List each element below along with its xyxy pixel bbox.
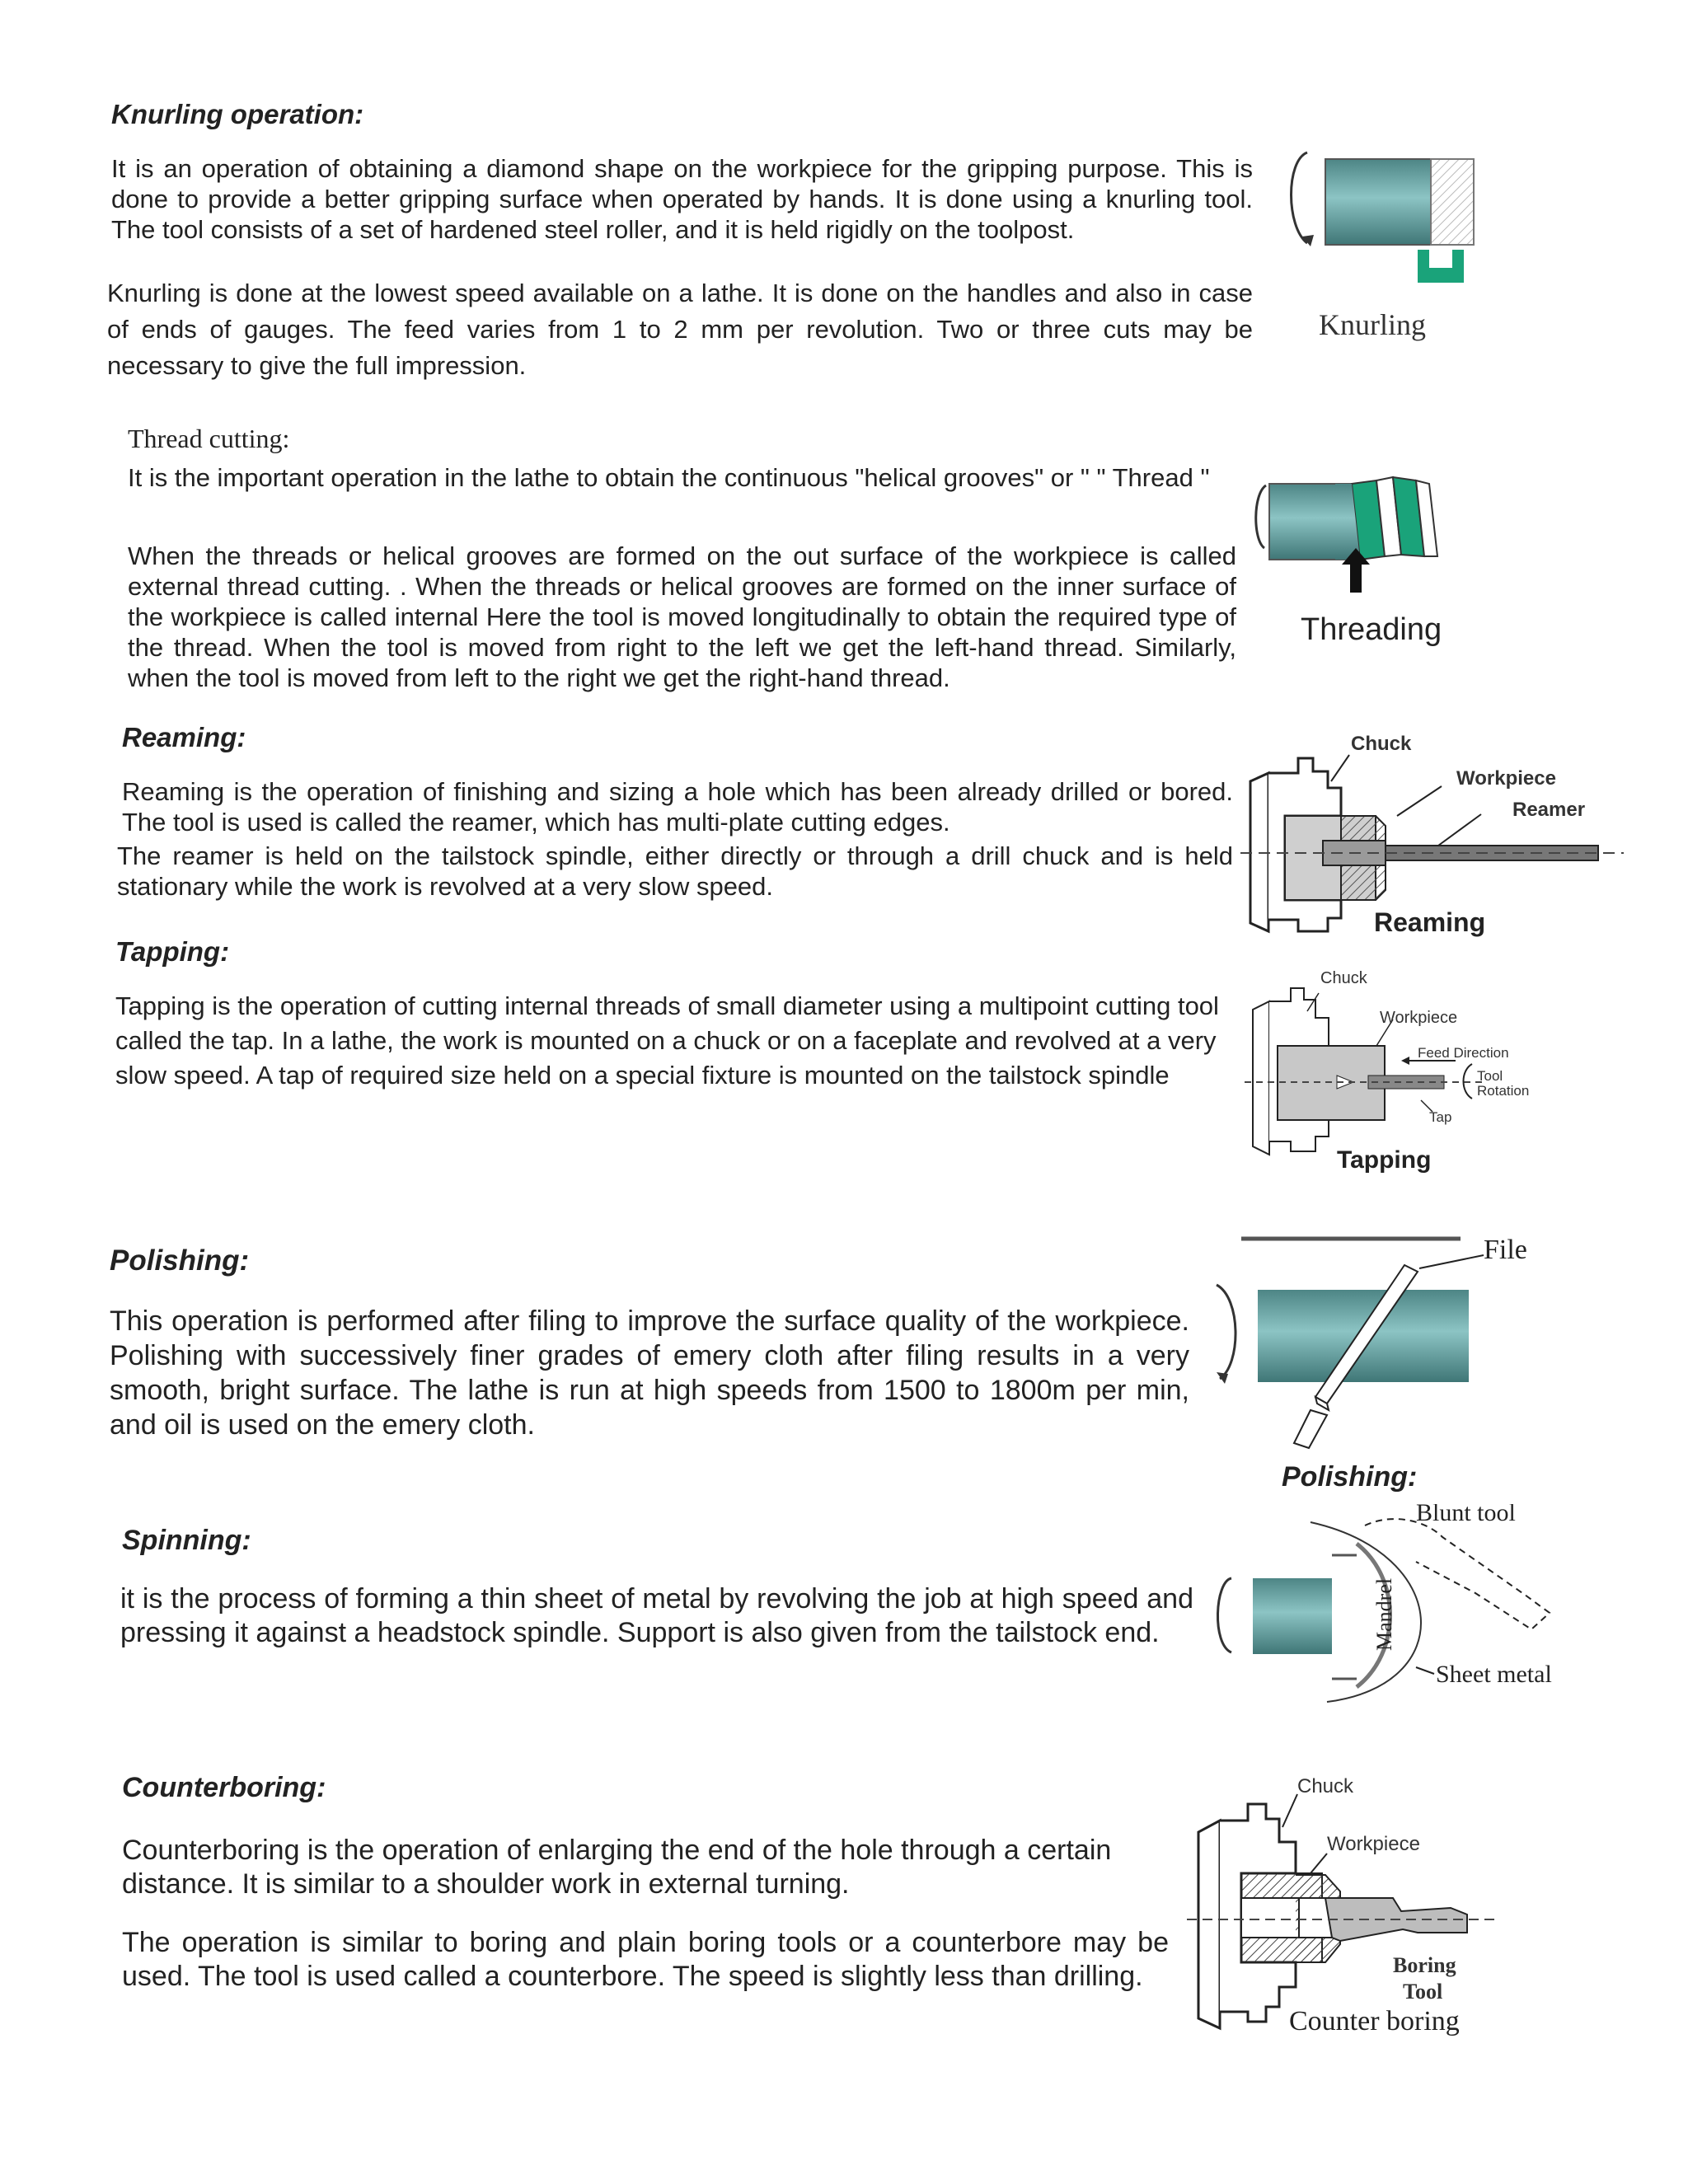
tapping-tap-label: Tap xyxy=(1429,1109,1452,1125)
knurling-heading: Knurling operation: xyxy=(111,99,364,129)
tapping-caption: Tapping xyxy=(1337,1146,1432,1174)
reaming-paragraph-2: The reamer is held on the tailstock spindle, either directly or through a drill chuck and is held stationary while the work is revolved at a very slow speed. xyxy=(117,841,1233,901)
counterboring-workpiece-label: Workpiece xyxy=(1327,1833,1420,1855)
rotation-arrow-icon xyxy=(1217,1285,1236,1379)
reaming-figure xyxy=(1240,725,1624,940)
rotation-arrow-icon xyxy=(1256,485,1266,548)
counterboring-chuck-label: Chuck xyxy=(1297,1775,1354,1797)
threading-figure xyxy=(1253,466,1484,655)
tapping-tool-label: Tool xyxy=(1477,1068,1503,1084)
counterboring-paragraph-1: Counterboring is the operation of enlarging the end of the hole through a certain distance. It is similar to a shoulder work in external turning. xyxy=(122,1835,1112,1900)
spinning-paragraph-1: it is the process of forming a thin sheet of metal by revolving the job at high speed and pressing it against a headstock spindle. Support is also given from the tailstock end. xyxy=(120,1583,1193,1648)
spinning-figure xyxy=(1203,1504,1632,1710)
tapping-paragraph-1: Tapping is the operation of cutting internal threads of small diameter using a multipoint cutting tool called the tap. In a lathe, the work is mounted on a chuck or on a faceplate and revolved at a very slow speed. A tap of required size held on a special fixture is mounted on the tailstock spindle xyxy=(115,991,1219,1090)
spinning-blunt-label: Blunt tool xyxy=(1416,1504,1516,1526)
knurling-paragraph-2: Knurling is done at the lowest speed available on a lathe. It is done on the handles and also in case of ends of gauges. The feed varies from 1 to 2 mm per revolution. Two or three cuts may be necessary to give the full impression. xyxy=(107,279,1253,380)
polishing-paragraph-1: This operation is performed after filing to improve the surface quality of the workpiece. Polishing with successively finer grades of emery cloth after filing results in a very smooth, bright surface. The lathe is run at high speeds from 1500 to 1800m per min, and oil is used on the emery cloth. xyxy=(110,1305,1189,1441)
counterboring-heading: Counterboring: xyxy=(122,1772,326,1803)
reaming-reamer-label: Reamer xyxy=(1512,799,1586,821)
tapping-workpiece-label: Workpiece xyxy=(1380,1009,1458,1027)
thread-paragraph-1: It is the important operation in the lathe to obtain the continuous "helical grooves" or " " Thread " xyxy=(128,463,1210,492)
reaming-heading: Reaming: xyxy=(122,722,246,752)
reaming-caption: Reaming xyxy=(1374,907,1486,937)
knurling-figure xyxy=(1278,144,1492,359)
rotation-arrow-icon xyxy=(1292,152,1308,243)
reaming-workpiece-label: Workpiece xyxy=(1456,767,1556,790)
knurling-paragraph-1: It is an operation of obtaining a diamond shape on the workpiece for the gripping purpose. This is done to provide a better gripping surface when operated by hands. It is done using a knurling tool. The tool consists of a set of hardened steel roller, and it is held rigidly on the toolpost. xyxy=(111,154,1253,244)
counterboring-boring-label: Boring xyxy=(1393,1953,1456,1977)
tapping-rotation-label: Rotation xyxy=(1477,1083,1530,1099)
polishing-file-label: File xyxy=(1484,1235,1527,1265)
thread-paragraph-2: When the threads or helical grooves are formed on the out surface of the workpiece is called external thread cutting. . When the threads or helical grooves are formed on the inner surface of the workpiece is called internal Here the tool is moved longitudinally to obtain the required type of the thread. When the tool is moved from right to the left we get the left-hand thread. Similarly, when the tool is moved from left to the right we get the right-hand thread. xyxy=(128,541,1236,692)
reaming-chuck-label: Chuck xyxy=(1351,733,1412,755)
polishing-heading: Polishing: xyxy=(110,1244,250,1277)
spinning-heading: Spinning: xyxy=(122,1525,251,1556)
spinning-mandrel-label: Mandrel xyxy=(1372,1577,1396,1651)
threading-caption: Threading xyxy=(1301,612,1442,647)
tapping-chuck-label: Chuck xyxy=(1320,969,1367,987)
tapping-feed-label: Feed Direction xyxy=(1418,1045,1509,1061)
tapping-figure xyxy=(1245,960,1591,1179)
reaming-paragraph-1: Reaming is the operation of finishing and sizing a hole which has been already drilled or bored. The tool is used is called the reamer, which has multi-plate cutting edges. xyxy=(122,777,1233,837)
thread-heading: Thread cutting: xyxy=(128,424,290,453)
counterboring-tool-label: Tool xyxy=(1403,1980,1443,2004)
counterboring-paragraph-2: The operation is similar to boring and plain boring tools or a counterbore may be used. The tool is used called a counterbore. The speed is slightly less than drilling. xyxy=(122,1927,1169,1992)
counterboring-caption: Counter boring xyxy=(1289,2006,1460,2036)
spinning-sheet-label: Sheet metal xyxy=(1436,1661,1552,1688)
polishing-figure xyxy=(1203,1232,1550,1504)
rotation-arrow-icon xyxy=(1217,1578,1231,1652)
polishing-caption: Polishing: xyxy=(1282,1461,1418,1493)
knurling-caption: Knurling xyxy=(1319,308,1426,341)
tapping-heading: Tapping: xyxy=(115,936,230,967)
counterboring-figure xyxy=(1187,1768,1517,2052)
